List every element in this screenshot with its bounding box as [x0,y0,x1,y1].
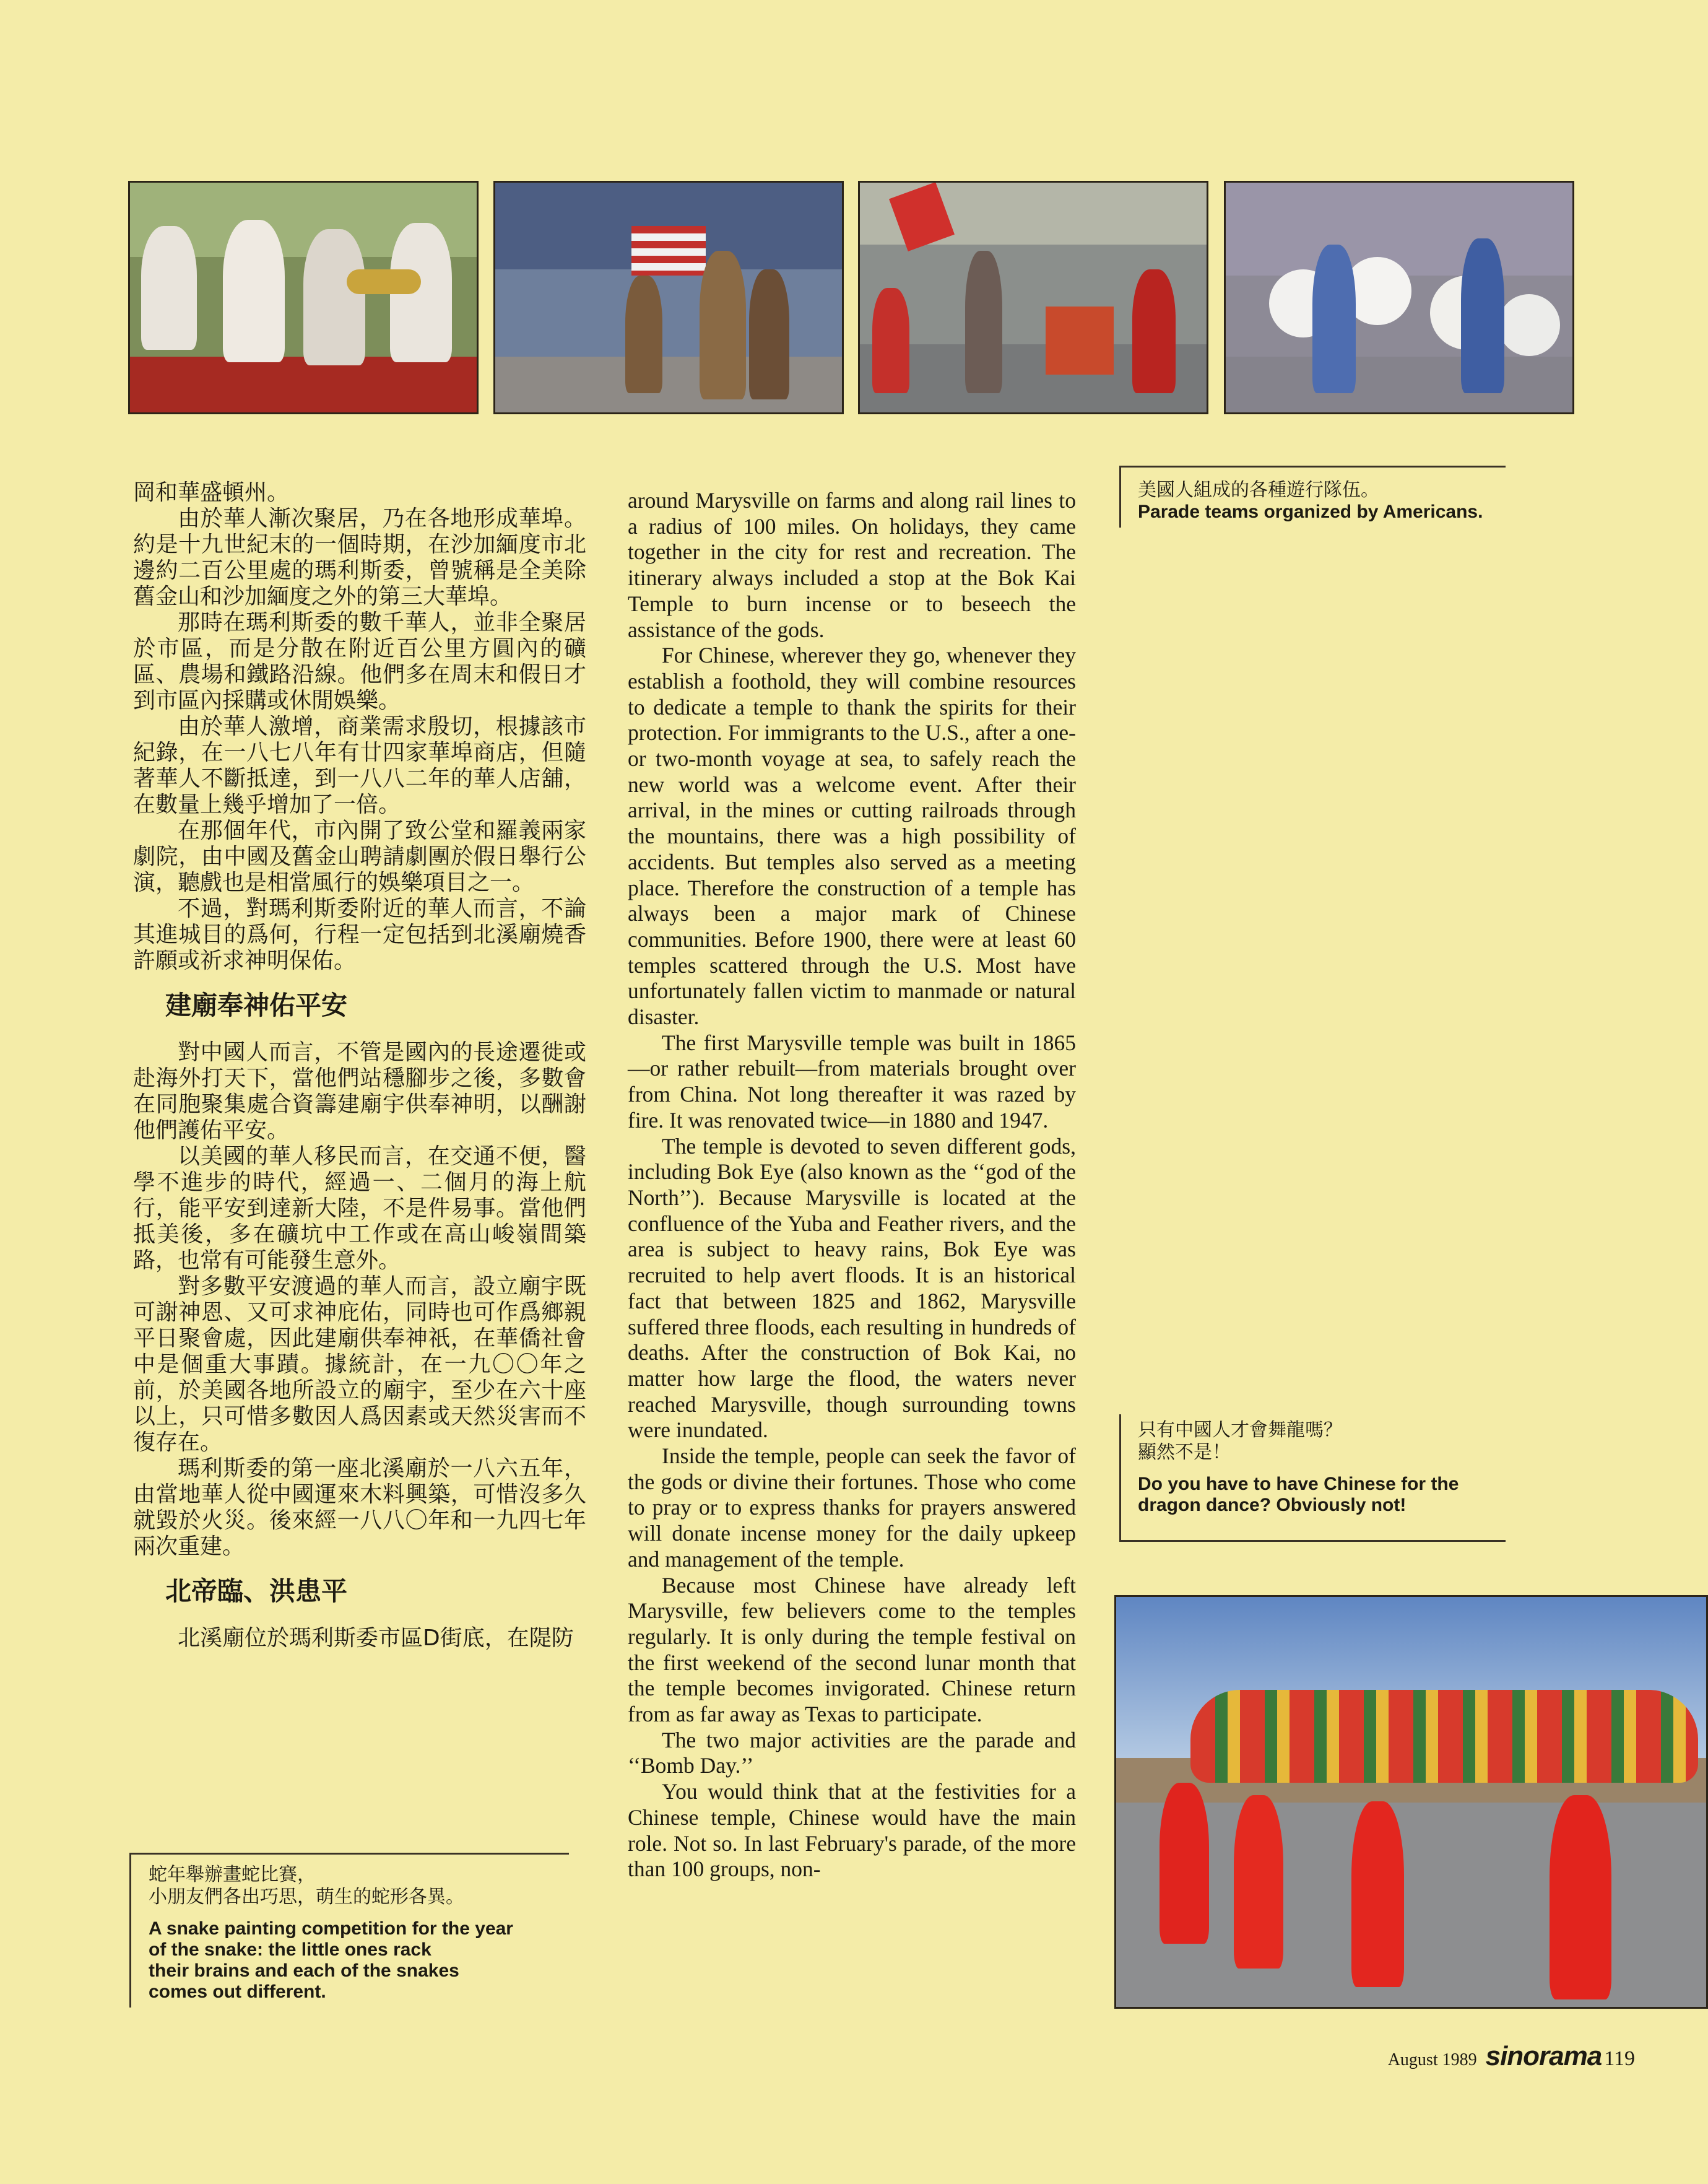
caption-rule [1119,1540,1506,1542]
caption-rule [1119,1414,1121,1542]
caption-rule [129,1853,569,1855]
paragraph: 對中國人而言，不管是國內的長途遷徙或赴海外打天下，當他們站穩腳步之後，多數會在同胞聚集處合資籌建廟宇供奉神明，以酬謝他們護佑平安。 [133,1040,586,1143]
caption-en: their brains and each of the snakes [149,1960,459,1981]
caption-en: dragon dance? Obviously not! [1138,1495,1407,1515]
caption-rule [1119,466,1121,528]
magazine-logo: sinorama [1485,2041,1602,2071]
paragraph: The first Marysville temple was built in 1865—or rather rebuilt—from materials brought over from China. Not long thereafter it was razed by fire. It was renovated twice—in 1880 and 1947. [628,1030,1076,1133]
paragraph: 岡和華盛頓州。 [133,480,290,505]
page-number: 119 [1604,2047,1635,2070]
paragraph: 對多數平安渡過的華人而言，設立廟宇既可謝神恩、又可求神庇佑，同時也可作爲鄉親平日聚會處，因此建廟供奉神祇，在華僑社會中是個重大事蹟。據統計，在一九〇〇年之前，於美國各地所設立的廟宇，至少在六十座以上，只可惜多數因人爲因素或天然災害而不復存在。 [133,1274,586,1455]
paragraph: 瑪利斯委的第一座北溪廟於一八六五年，由當地華人從中國運來木料興築，可惜沒多久就毀於火災。後來經一八八〇年和一九四七年兩次重建。 [133,1456,586,1559]
issue-date: August 1989 [1387,2050,1477,2069]
photo-band [128,181,479,414]
caption-en: of the snake: the little ones rack [149,1939,431,1960]
paragraph: around Marysville on farms and along rail lines to a radius of 100 miles. On holidays, they came together in the city for rest and recreation. The itinerary always included a stop at the Bok Kai Temple to burn incense or to beseech the assistance of the gods. [628,488,1076,642]
paragraph: Inside the temple, people can seek the favor of the gods or divine their fortunes. Those who come to pray or to express thanks for prayers answered will donate incense money for the daily upkeep and management of the temple. [628,1443,1076,1572]
caption-en: A snake painting competition for the year [149,1918,513,1939]
caption-parade-teams [1138,479,1509,523]
photo-pompom-squad [1224,181,1574,414]
caption-zh: 蛇年舉辦畫蛇比賽， [149,1864,316,1886]
chinese-article-column [133,480,586,1651]
caption-dragon-dance [1138,1419,1509,1516]
paragraph: For Chinese, wherever they go, whenever they establish a foothold, they will combine resources to dedicate a temple to thank the spirits for their protection. For immigrants to the U.S., after a one- or two-month voyage at sea, to safely reach the new world was a welcome event. After their arrival, in the mines or cutting railroads through the mountains, there was a high possibility of accidents. But temples also served as a meeting place. Therefore the construction of a temple has always been a major mark of Chinese communities. Before 1900, there were at least 60 temples scattered through the U.S. Most have unfortunately fallen victim to manmade or natural disaster. [628,643,1076,1030]
photo-children-parade [858,181,1208,414]
caption-zh: 只有中國人才會舞龍嗎？ [1138,1419,1342,1441]
paragraph: 以美國的華人移民而言，在交通不便，醫學不進步的時代，經過一、二個月的海上航行，能平安到達新大陸，不是件易事。當他們抵美後，多在礦坑中工作或在高山峻嶺間築路，也常有可能發生意外。 [133,1144,586,1273]
paragraph: You would think that at the festivities for a Chinese temple, Chinese would have the main role. Not so. In last February's parade, of the more than 100 groups, non- [628,1779,1076,1882]
caption-rule [129,1853,131,2008]
paragraph: 不過，對瑪利斯委附近的華人而言，不論其進城目的爲何，行程一定包括到北溪廟燒香許願或祈求神明保佑。 [133,896,586,973]
caption-snake-competition [149,1864,570,2003]
photo-dragon-dance [1114,1595,1708,2009]
paragraph: 北溪廟位於瑪利斯委市區D街底，在隄防 [178,1625,574,1651]
section-heading: 北帝臨、洪患平 [165,1576,348,1606]
caption-en: Do you have to have Chinese for the [1138,1474,1459,1494]
paragraph: The two major activities are the parade and ‘‘Bomb Day.’’ [628,1727,1076,1778]
caption-zh: 小朋友們各出巧思，萌生的蛇形各異。 [149,1886,464,1908]
caption-zh: 顯然不是！ [1138,1442,1231,1463]
caption-rule [1119,466,1506,468]
english-article-column [628,488,1076,1882]
paragraph: The temple is devoted to seven different gods, including Bok Eye (also known as the ‘‘god of the North’’). Because Marysville is located at the confluence of the Yuba and Feather rivers, and the area is subject to heavy rains, Bok Eye was recruited to help avert floods. It is an historical fact that between 1825 and 1862, Marysville suffered three floods, each resulting in hundreds of deaths. After the construction of Bok Kai, no matter how large the flood, the waters never reached Marysville, though surrounding towns were inundated. [628,1133,1076,1443]
section-heading: 建廟奉神佑平安 [165,990,348,1020]
paragraph: 在那個年代，市內開了致公堂和羅義兩家劇院，由中國及舊金山聘請劇團於假日舉行公演，聽戲也是相當風行的娛樂項目之一。 [133,818,586,895]
paragraph: Because most Chinese have already left Marysville, few believers come to the temples regularly. It is only during the temple festival on the first weekend of the second lunar month that the temple becomes invigorated. Chinese return from as far away as Texas to participate. [628,1572,1076,1727]
caption-zh: 美國人組成的各種遊行隊伍。 [1138,479,1379,501]
page-footer [1388,2041,1635,2072]
caption-en: Parade teams organized by Americans. [1138,502,1483,522]
paragraph: 那時在瑪利斯委的數千華人，並非全聚居於市區，而是分散在附近百公里方圓內的礦區、農場和鐵路沿線。他們多在周末和假日才到市區內採購或休閒娛樂。 [133,610,586,713]
paragraph: 由於華人漸次聚居，乃在各地形成華埠。約是十九世紀末的一個時期，在沙加緬度市北邊約二百公里處的瑪利斯委，曾號稱是全美除舊金山和沙加緬度之外的第三大華埠。 [133,506,586,609]
paragraph: 由於華人激增，商業需求殷切，根據該市紀錄，在一八七八年有廿四家華埠商店，但隨著華人不斷抵達，到一八八二年的華人店舖，在數量上幾乎增加了一倍。 [133,714,586,817]
photo-scouts [493,181,844,414]
caption-en: comes out different. [149,1982,326,2002]
